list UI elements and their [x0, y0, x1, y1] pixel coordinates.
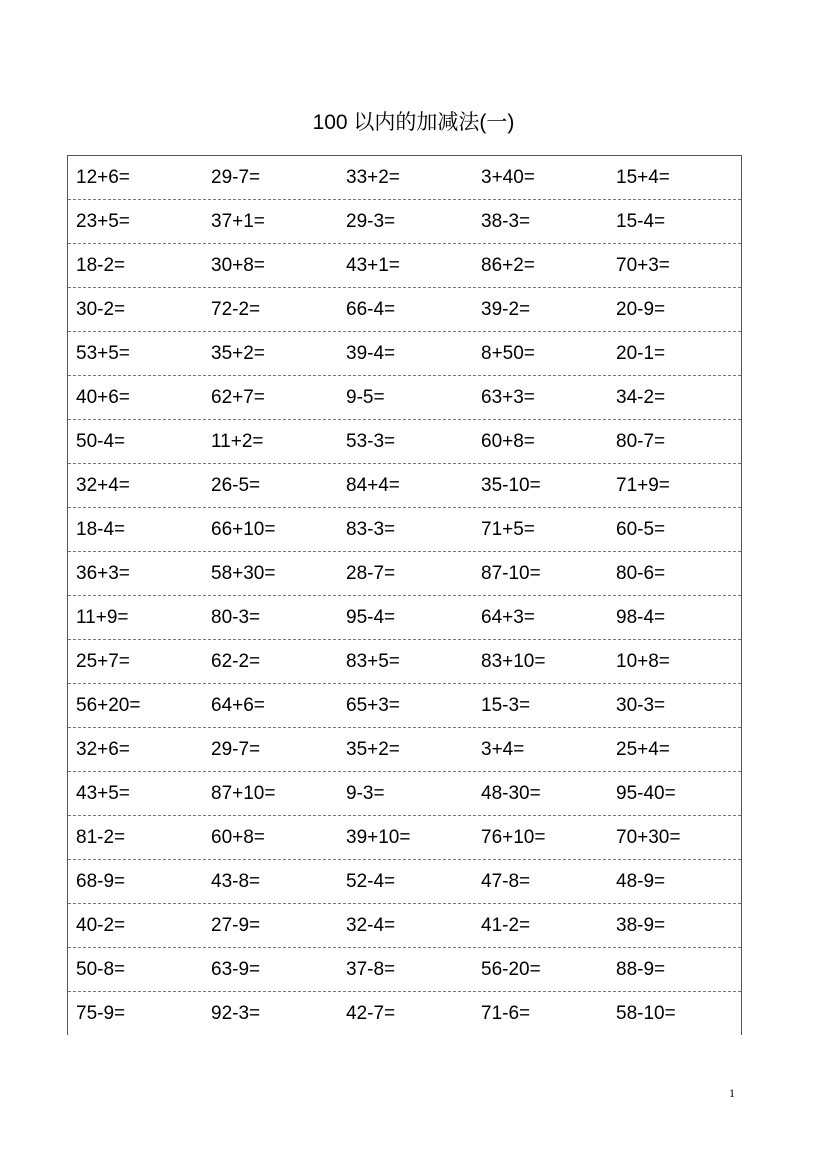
problem-cell: 32+4=	[76, 475, 130, 496]
problem-cell: 23+5=	[76, 211, 130, 232]
problem-cell: 30-3=	[616, 695, 666, 716]
problem-cell: 20-9=	[616, 299, 666, 320]
problem-cell: 39-4=	[346, 343, 396, 364]
problem-cell: 11+2=	[211, 431, 264, 452]
problem-cell: 50-8=	[76, 959, 126, 980]
problem-cell: 43+1=	[346, 255, 400, 276]
problem-cell: 48-30=	[481, 783, 541, 804]
problem-cell: 70+3=	[616, 255, 670, 276]
problem-cell: 83-3=	[346, 519, 396, 540]
problem-cell: 30+8=	[211, 255, 265, 276]
problem-cell: 39-2=	[481, 299, 531, 320]
problem-cell: 38-3=	[481, 211, 531, 232]
problem-cell: 66-4=	[346, 299, 396, 320]
problem-cell: 11+9=	[76, 607, 129, 628]
problem-cell: 68-9=	[76, 871, 126, 892]
table-row	[68, 508, 741, 552]
problem-cell: 65+3=	[346, 695, 400, 716]
problem-cell: 26-5=	[211, 475, 261, 496]
problem-cell: 29-7=	[211, 739, 261, 760]
problem-cell: 3+40=	[481, 167, 535, 188]
problem-cell: 71+9=	[616, 475, 670, 496]
problem-cell: 71-6=	[481, 1003, 531, 1024]
problem-cell: 8+50=	[481, 343, 535, 364]
table-row	[68, 904, 741, 948]
problem-cell: 62-2=	[211, 651, 261, 672]
problem-cell: 64+6=	[211, 695, 265, 716]
problem-cell: 81-2=	[76, 827, 126, 848]
table-row	[68, 332, 741, 376]
problem-cell: 80-6=	[616, 563, 666, 584]
table-row	[68, 816, 741, 860]
problem-cell: 35+2=	[346, 739, 400, 760]
table-row	[68, 288, 741, 332]
problem-cell: 87-10=	[481, 563, 541, 584]
problem-cell: 9-3=	[346, 783, 385, 804]
problem-cell: 3+4=	[481, 739, 525, 760]
problem-cell: 76+10=	[481, 827, 546, 848]
problem-cell: 37-8=	[346, 959, 396, 980]
table-row	[68, 200, 741, 244]
table-row	[68, 992, 741, 1036]
problem-cell: 52-4=	[346, 871, 396, 892]
problem-cell: 87+10=	[211, 783, 276, 804]
problem-cell: 63+3=	[481, 387, 535, 408]
table-row	[68, 640, 741, 684]
problem-cell: 40+6=	[76, 387, 130, 408]
problem-cell: 83+5=	[346, 651, 400, 672]
problem-cell: 37+1=	[211, 211, 265, 232]
problem-cell: 75-9=	[76, 1003, 126, 1024]
problem-cell: 66+10=	[211, 519, 276, 540]
problem-cell: 35-10=	[481, 475, 541, 496]
problem-cell: 70+30=	[616, 827, 681, 848]
problem-cell: 56-20=	[481, 959, 541, 980]
problem-cell: 27-9=	[211, 915, 261, 936]
problem-cell: 15-3=	[481, 695, 531, 716]
problem-cell: 15+4=	[616, 167, 670, 188]
problem-cell: 50-4=	[76, 431, 126, 452]
page-number: 1	[729, 1086, 735, 1100]
problem-cell: 48-9=	[616, 871, 666, 892]
problem-cell: 38-9=	[616, 915, 666, 936]
problem-cell: 56+20=	[76, 695, 141, 716]
problem-cell: 60-5=	[616, 519, 666, 540]
problem-cell: 80-3=	[211, 607, 261, 628]
problem-cell: 32+6=	[76, 739, 130, 760]
problem-cell: 25+4=	[616, 739, 670, 760]
problem-cell: 60+8=	[211, 827, 265, 848]
problem-cell: 95-40=	[616, 783, 676, 804]
table-row	[68, 596, 741, 640]
table-row	[68, 376, 741, 420]
problem-cell: 63-9=	[211, 959, 261, 980]
problem-cell: 32-4=	[346, 915, 396, 936]
problem-cell: 88-9=	[616, 959, 666, 980]
table-row	[68, 552, 741, 596]
problem-cell: 58-10=	[616, 1003, 676, 1024]
problem-cell: 12+6=	[76, 167, 130, 188]
table-row	[68, 420, 741, 464]
problem-cell: 64+3=	[481, 607, 535, 628]
problem-cell: 60+8=	[481, 431, 535, 452]
problem-cell: 28-7=	[346, 563, 396, 584]
problem-cell: 35+2=	[211, 343, 265, 364]
table-row	[68, 728, 741, 772]
problem-cell: 43+5=	[76, 783, 130, 804]
problem-cell: 39+10=	[346, 827, 411, 848]
table-row	[68, 464, 741, 508]
problem-cell: 10+8=	[616, 651, 670, 672]
problem-cell: 29-3=	[346, 211, 396, 232]
problem-cell: 42-7=	[346, 1003, 396, 1024]
problem-cell: 84+4=	[346, 475, 400, 496]
problem-cell: 18-4=	[76, 519, 126, 540]
problem-cell: 40-2=	[76, 915, 126, 936]
problem-cell: 9-5=	[346, 387, 385, 408]
problem-cell: 80-7=	[616, 431, 666, 452]
problem-cell: 20-1=	[616, 343, 666, 364]
problem-cell: 34-2=	[616, 387, 666, 408]
problem-cell: 18-2=	[76, 255, 126, 276]
problem-cell: 95-4=	[346, 607, 396, 628]
problem-cell: 98-4=	[616, 607, 666, 628]
table-row	[68, 772, 741, 816]
problem-cell: 41-2=	[481, 915, 531, 936]
problem-cell: 33+2=	[346, 167, 400, 188]
table-row	[68, 244, 741, 288]
problem-table	[67, 155, 742, 1035]
problem-cell: 15-4=	[616, 211, 666, 232]
problem-cell: 72-2=	[211, 299, 261, 320]
table-row	[68, 684, 741, 728]
problem-cell: 53-3=	[346, 431, 396, 452]
table-row	[68, 948, 741, 992]
problem-cell: 29-7=	[211, 167, 261, 188]
problem-cell: 30-2=	[76, 299, 126, 320]
problem-cell: 92-3=	[211, 1003, 261, 1024]
problem-cell: 53+5=	[76, 343, 130, 364]
page-title: 100 以内的加减法(一)	[312, 111, 515, 134]
problem-cell: 47-8=	[481, 871, 531, 892]
problem-cell: 62+7=	[211, 387, 265, 408]
problem-cell: 36+3=	[76, 563, 130, 584]
problem-cell: 25+7=	[76, 651, 130, 672]
problem-cell: 58+30=	[211, 563, 276, 584]
problem-cell: 43-8=	[211, 871, 261, 892]
table-row	[68, 860, 741, 904]
problem-cell: 86+2=	[481, 255, 535, 276]
problem-cell: 71+5=	[481, 519, 535, 540]
problem-cell: 83+10=	[481, 651, 546, 672]
table-row	[68, 156, 741, 200]
